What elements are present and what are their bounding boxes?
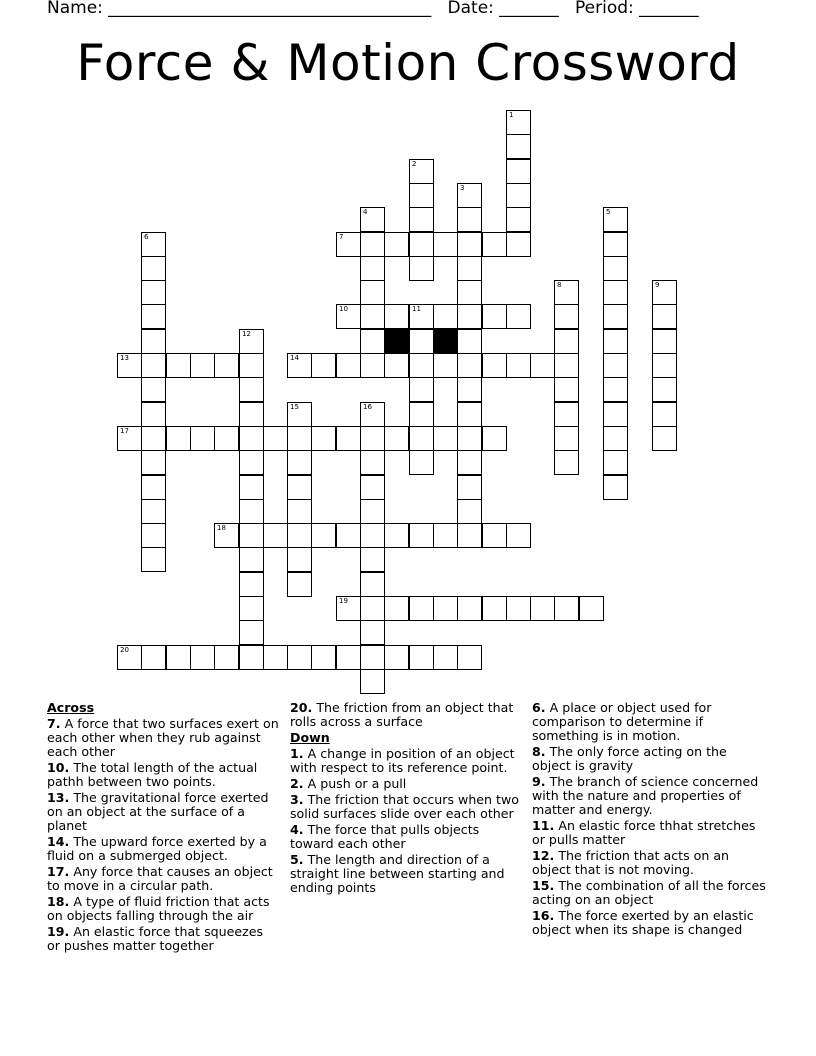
clue-across-14: 14. The upward force exerted by a fluid on a submerged object.	[47, 834, 267, 863]
grid-cell[interactable]	[360, 620, 385, 645]
clue-down-4: 4. The force that pulls objects toward each other	[290, 822, 480, 851]
grid-cell[interactable]	[360, 353, 385, 378]
grid-cell[interactable]	[554, 304, 579, 329]
grid-cell[interactable]	[360, 450, 385, 475]
clue-down-15: 15. The combination of all the forces acting on an object	[532, 878, 766, 907]
grid-cell[interactable]	[239, 450, 264, 475]
name-line[interactable]: ______________________________________	[108, 0, 432, 18]
grid-cell[interactable]	[214, 353, 239, 378]
grid-cell[interactable]	[603, 256, 628, 281]
grid-cell[interactable]	[239, 499, 264, 524]
grid-cell[interactable]	[239, 620, 264, 645]
clues-column-1	[47, 701, 279, 955]
clue-across-20: 20. The friction from an object that rolls across a surface	[290, 700, 514, 729]
grid-cell[interactable]	[311, 523, 336, 548]
grid-cell[interactable]	[603, 232, 628, 257]
down-heading: Down	[290, 730, 330, 745]
grid-cell[interactable]	[263, 645, 288, 670]
period-label: Period:	[575, 0, 634, 18]
grid-cell[interactable]	[652, 329, 677, 354]
grid-cell[interactable]	[384, 426, 409, 451]
grid-cell[interactable]	[239, 572, 264, 597]
clue-across-7: 7. A force that two surfaces exert on each other when they rub against each other	[47, 716, 279, 759]
grid-cell[interactable]	[360, 304, 385, 329]
grid-cell[interactable]	[336, 232, 361, 257]
grid-cell[interactable]	[530, 353, 555, 378]
grid-cell[interactable]	[506, 232, 531, 257]
date-label: Date:	[447, 0, 494, 18]
grid-cell[interactable]	[433, 523, 458, 548]
grid-cell[interactable]	[457, 377, 482, 402]
grid-cell[interactable]	[506, 304, 531, 329]
grid-cell[interactable]	[311, 353, 336, 378]
name-label: Name:	[47, 0, 103, 18]
grid-cell[interactable]	[141, 475, 166, 500]
grid-cell[interactable]	[117, 426, 142, 451]
grid-cell[interactable]	[141, 499, 166, 524]
grid-cell[interactable]	[482, 426, 507, 451]
grid-cell[interactable]	[603, 353, 628, 378]
grid-cell[interactable]	[603, 329, 628, 354]
grid-cell[interactable]	[433, 353, 458, 378]
grid-cell[interactable]	[287, 353, 312, 378]
grid-cell[interactable]	[409, 256, 434, 281]
grid-cell[interactable]	[239, 596, 264, 621]
grid-cell[interactable]	[287, 645, 312, 670]
grid-cell[interactable]	[409, 159, 434, 184]
grid-cell[interactable]	[336, 645, 361, 670]
grid-cell[interactable]	[360, 523, 385, 548]
grid-cell[interactable]	[603, 475, 628, 500]
cell-number: 6	[144, 233, 149, 241]
grid-cell[interactable]	[117, 353, 142, 378]
grid-cell[interactable]	[409, 183, 434, 208]
grid-cell[interactable]	[409, 426, 434, 451]
grid-cell[interactable]	[384, 645, 409, 670]
grid-cell[interactable]	[579, 596, 604, 621]
clue-down-8: 8. The only force acting on the object is gravity	[532, 744, 727, 773]
grid-cell[interactable]	[409, 207, 434, 232]
grid-cell[interactable]	[409, 450, 434, 475]
grid-cell[interactable]	[482, 353, 507, 378]
grid-cell[interactable]	[506, 596, 531, 621]
grid-cell[interactable]	[603, 207, 628, 232]
grid-cell[interactable]	[239, 523, 264, 548]
grid-cell[interactable]	[457, 645, 482, 670]
grid-cell[interactable]	[603, 426, 628, 451]
cell-number: 16	[363, 403, 372, 411]
grid-cell[interactable]	[457, 207, 482, 232]
cell-number: 17	[120, 427, 129, 435]
grid-cell[interactable]	[360, 645, 385, 670]
clue-down-12: 12. The friction that acts on an object that is not moving.	[532, 848, 730, 877]
grid-cell[interactable]	[141, 304, 166, 329]
grid-cell[interactable]	[554, 402, 579, 427]
grid-cell[interactable]	[554, 596, 579, 621]
grid-cell[interactable]	[409, 377, 434, 402]
grid-cell[interactable]	[554, 353, 579, 378]
grid-cell[interactable]	[652, 280, 677, 305]
cell-number: 10	[339, 305, 348, 313]
grid-cell[interactable]	[360, 426, 385, 451]
grid-cell[interactable]	[360, 596, 385, 621]
grid-cell[interactable]	[336, 596, 361, 621]
grid-cell[interactable]	[506, 523, 531, 548]
grid-cell[interactable]	[287, 475, 312, 500]
grid-cell[interactable]	[141, 645, 166, 670]
grid-cell[interactable]	[554, 280, 579, 305]
cell-number: 15	[290, 403, 299, 411]
clue-down-11: 11. An elastic force thhat stretches or pulls matter	[532, 818, 756, 847]
grid-cell[interactable]	[166, 353, 191, 378]
cell-number: 3	[460, 184, 465, 192]
grid-cell[interactable]	[603, 280, 628, 305]
grid-cell[interactable]	[482, 232, 507, 257]
grid-cell[interactable]	[384, 353, 409, 378]
grid-cell[interactable]	[384, 232, 409, 257]
grid-cell[interactable]	[141, 377, 166, 402]
grid-cell[interactable]	[457, 596, 482, 621]
grid-cell[interactable]	[360, 572, 385, 597]
clue-across-18: 18. A type of fluid friction that acts on objects falling through the air	[47, 894, 270, 923]
grid-cell[interactable]	[457, 426, 482, 451]
grid-cell[interactable]	[603, 304, 628, 329]
cell-number: 4	[363, 208, 368, 216]
grid-cell[interactable]	[141, 280, 166, 305]
grid-cell[interactable]	[554, 426, 579, 451]
clue-down-1: 1. A change in position of an object with respect to its reference point.	[290, 746, 515, 775]
page-title: Force & Motion Crossword	[76, 34, 740, 92]
grid-cell[interactable]	[117, 645, 142, 670]
grid-cell[interactable]	[287, 523, 312, 548]
clue-across-10: 10. The total length of the actual pathh between two points.	[47, 760, 258, 789]
grid-cell[interactable]	[214, 523, 239, 548]
grid-cell[interactable]	[603, 402, 628, 427]
grid-cell[interactable]	[433, 645, 458, 670]
grid-cell[interactable]	[360, 329, 385, 354]
grid-cell[interactable]	[384, 523, 409, 548]
grid-cell[interactable]	[214, 426, 239, 451]
grid-cell[interactable]	[433, 596, 458, 621]
clue-down-2: 2. A push or a pull	[290, 776, 407, 791]
grid-cell[interactable]	[287, 499, 312, 524]
cell-number: 18	[217, 524, 226, 532]
grid-cell[interactable]	[457, 402, 482, 427]
grid-cell[interactable]	[239, 547, 264, 572]
grid-cell[interactable]	[239, 377, 264, 402]
grid-cell[interactable]	[652, 377, 677, 402]
blocked-cell	[433, 329, 458, 354]
cell-number: 5	[606, 208, 611, 216]
grid-cell[interactable]	[652, 353, 677, 378]
grid-cell[interactable]	[287, 426, 312, 451]
grid-cell[interactable]	[384, 304, 409, 329]
grid-cell[interactable]	[336, 426, 361, 451]
grid-cell[interactable]	[506, 110, 531, 135]
grid-cell[interactable]	[141, 256, 166, 281]
grid-cell[interactable]	[457, 353, 482, 378]
grid-cell[interactable]	[506, 183, 531, 208]
grid-cell[interactable]	[239, 329, 264, 354]
grid-cell[interactable]	[141, 450, 166, 475]
cell-number: 12	[242, 330, 251, 338]
grid-cell[interactable]	[433, 232, 458, 257]
grid-cell[interactable]	[506, 353, 531, 378]
cell-number: 7	[339, 233, 344, 241]
grid-cell[interactable]	[287, 572, 312, 597]
grid-cell[interactable]	[457, 256, 482, 281]
grid-cell[interactable]	[506, 134, 531, 159]
grid-cell[interactable]	[384, 596, 409, 621]
grid-cell[interactable]	[287, 547, 312, 572]
grid-cell[interactable]	[239, 426, 264, 451]
grid-cell[interactable]	[311, 645, 336, 670]
across-heading: Across	[47, 700, 95, 715]
grid-cell[interactable]	[530, 596, 555, 621]
grid-cell[interactable]	[652, 402, 677, 427]
cell-number: 13	[120, 354, 129, 362]
grid-cell[interactable]	[360, 475, 385, 500]
clues-column-2	[290, 701, 522, 897]
cell-number: 8	[557, 281, 562, 289]
grid-cell[interactable]	[457, 280, 482, 305]
grid-cell[interactable]	[506, 207, 531, 232]
clue-across-17: 17. Any force that causes an object to move in a circular path.	[47, 864, 273, 893]
grid-cell[interactable]	[287, 450, 312, 475]
grid-cell[interactable]	[409, 596, 434, 621]
grid-cell[interactable]	[336, 304, 361, 329]
grid-cell[interactable]	[311, 426, 336, 451]
clue-down-3: 3. The friction that occurs when two solid surfaces slide over each other	[290, 792, 519, 821]
clue-down-9: 9. The branch of science concerned with the nature and properties of matter and energy.	[532, 774, 759, 817]
cell-number: 2	[412, 160, 417, 168]
grid-cell[interactable]	[603, 450, 628, 475]
grid-cell[interactable]	[166, 426, 191, 451]
grid-cell[interactable]	[457, 183, 482, 208]
grid-cell[interactable]	[336, 353, 361, 378]
clue-across-19: 19. An elastic force that squeezes or pushes matter together	[47, 924, 264, 953]
clue-down-5: 5. The length and direction of a straight line between starting and ending points	[290, 852, 505, 895]
grid-cell[interactable]	[141, 232, 166, 257]
grid-cell[interactable]	[141, 426, 166, 451]
cell-number: 9	[655, 281, 660, 289]
grid-cell[interactable]	[141, 547, 166, 572]
grid-cell[interactable]	[603, 377, 628, 402]
cell-number: 11	[412, 305, 421, 313]
grid-cell[interactable]	[360, 669, 385, 694]
cell-number: 20	[120, 646, 129, 654]
grid-cell[interactable]	[360, 499, 385, 524]
grid-cell[interactable]	[190, 426, 215, 451]
grid-cell[interactable]	[360, 547, 385, 572]
grid-cell[interactable]	[166, 645, 191, 670]
grid-cell[interactable]	[190, 353, 215, 378]
clue-across-13: 13. The gravitational force exerted on an object at the surface of a planet	[47, 790, 269, 833]
blocked-cell	[384, 329, 409, 354]
grid-cell[interactable]	[409, 329, 434, 354]
grid-cell[interactable]	[239, 645, 264, 670]
grid-cell[interactable]	[263, 523, 288, 548]
grid-cell[interactable]	[287, 402, 312, 427]
grid-cell[interactable]	[360, 232, 385, 257]
grid-cell[interactable]	[360, 402, 385, 427]
grid-cell[interactable]	[141, 329, 166, 354]
grid-cell[interactable]	[482, 523, 507, 548]
grid-cell[interactable]	[214, 645, 239, 670]
grid-cell[interactable]	[190, 645, 215, 670]
date-line[interactable]: _______	[499, 0, 559, 18]
grid-cell[interactable]	[554, 450, 579, 475]
grid-cell[interactable]	[239, 402, 264, 427]
grid-cell[interactable]	[141, 523, 166, 548]
grid-cell[interactable]	[409, 232, 434, 257]
grid-cell[interactable]	[409, 304, 434, 329]
clue-down-6: 6. A place or object used for comparison to determine if something is in motion.	[532, 700, 712, 743]
grid-cell[interactable]	[141, 402, 166, 427]
grid-cell[interactable]	[457, 450, 482, 475]
cell-number: 1	[509, 111, 514, 119]
grid-cell[interactable]	[263, 426, 288, 451]
grid-cell[interactable]	[409, 402, 434, 427]
grid-cell[interactable]	[336, 523, 361, 548]
grid-cell[interactable]	[652, 426, 677, 451]
grid-cell[interactable]	[360, 280, 385, 305]
period-line[interactable]: _______	[639, 0, 699, 18]
grid-cell[interactable]	[409, 645, 434, 670]
grid-cell[interactable]	[457, 304, 482, 329]
cell-number: 19	[339, 597, 348, 605]
grid-cell[interactable]	[482, 304, 507, 329]
grid-cell[interactable]	[457, 499, 482, 524]
grid-cell[interactable]	[239, 475, 264, 500]
grid-cell[interactable]	[506, 159, 531, 184]
grid-cell[interactable]	[409, 353, 434, 378]
grid-cell[interactable]	[457, 329, 482, 354]
grid-cell[interactable]	[433, 304, 458, 329]
grid-cell[interactable]	[457, 475, 482, 500]
grid-cell[interactable]	[239, 353, 264, 378]
clue-down-16: 16. The force exerted by an elastic object when its shape is changed	[532, 908, 754, 937]
grid-cell[interactable]	[554, 377, 579, 402]
grid-cell[interactable]	[141, 353, 166, 378]
grid-cell[interactable]	[652, 304, 677, 329]
grid-cell[interactable]	[457, 232, 482, 257]
grid-cell[interactable]	[457, 523, 482, 548]
grid-cell[interactable]	[433, 426, 458, 451]
grid-cell[interactable]	[409, 523, 434, 548]
grid-cell[interactable]	[360, 207, 385, 232]
grid-cell[interactable]	[554, 329, 579, 354]
cell-number: 14	[290, 354, 299, 362]
grid-cell[interactable]	[360, 256, 385, 281]
grid-cell[interactable]	[482, 596, 507, 621]
clues-column-3	[532, 701, 768, 939]
